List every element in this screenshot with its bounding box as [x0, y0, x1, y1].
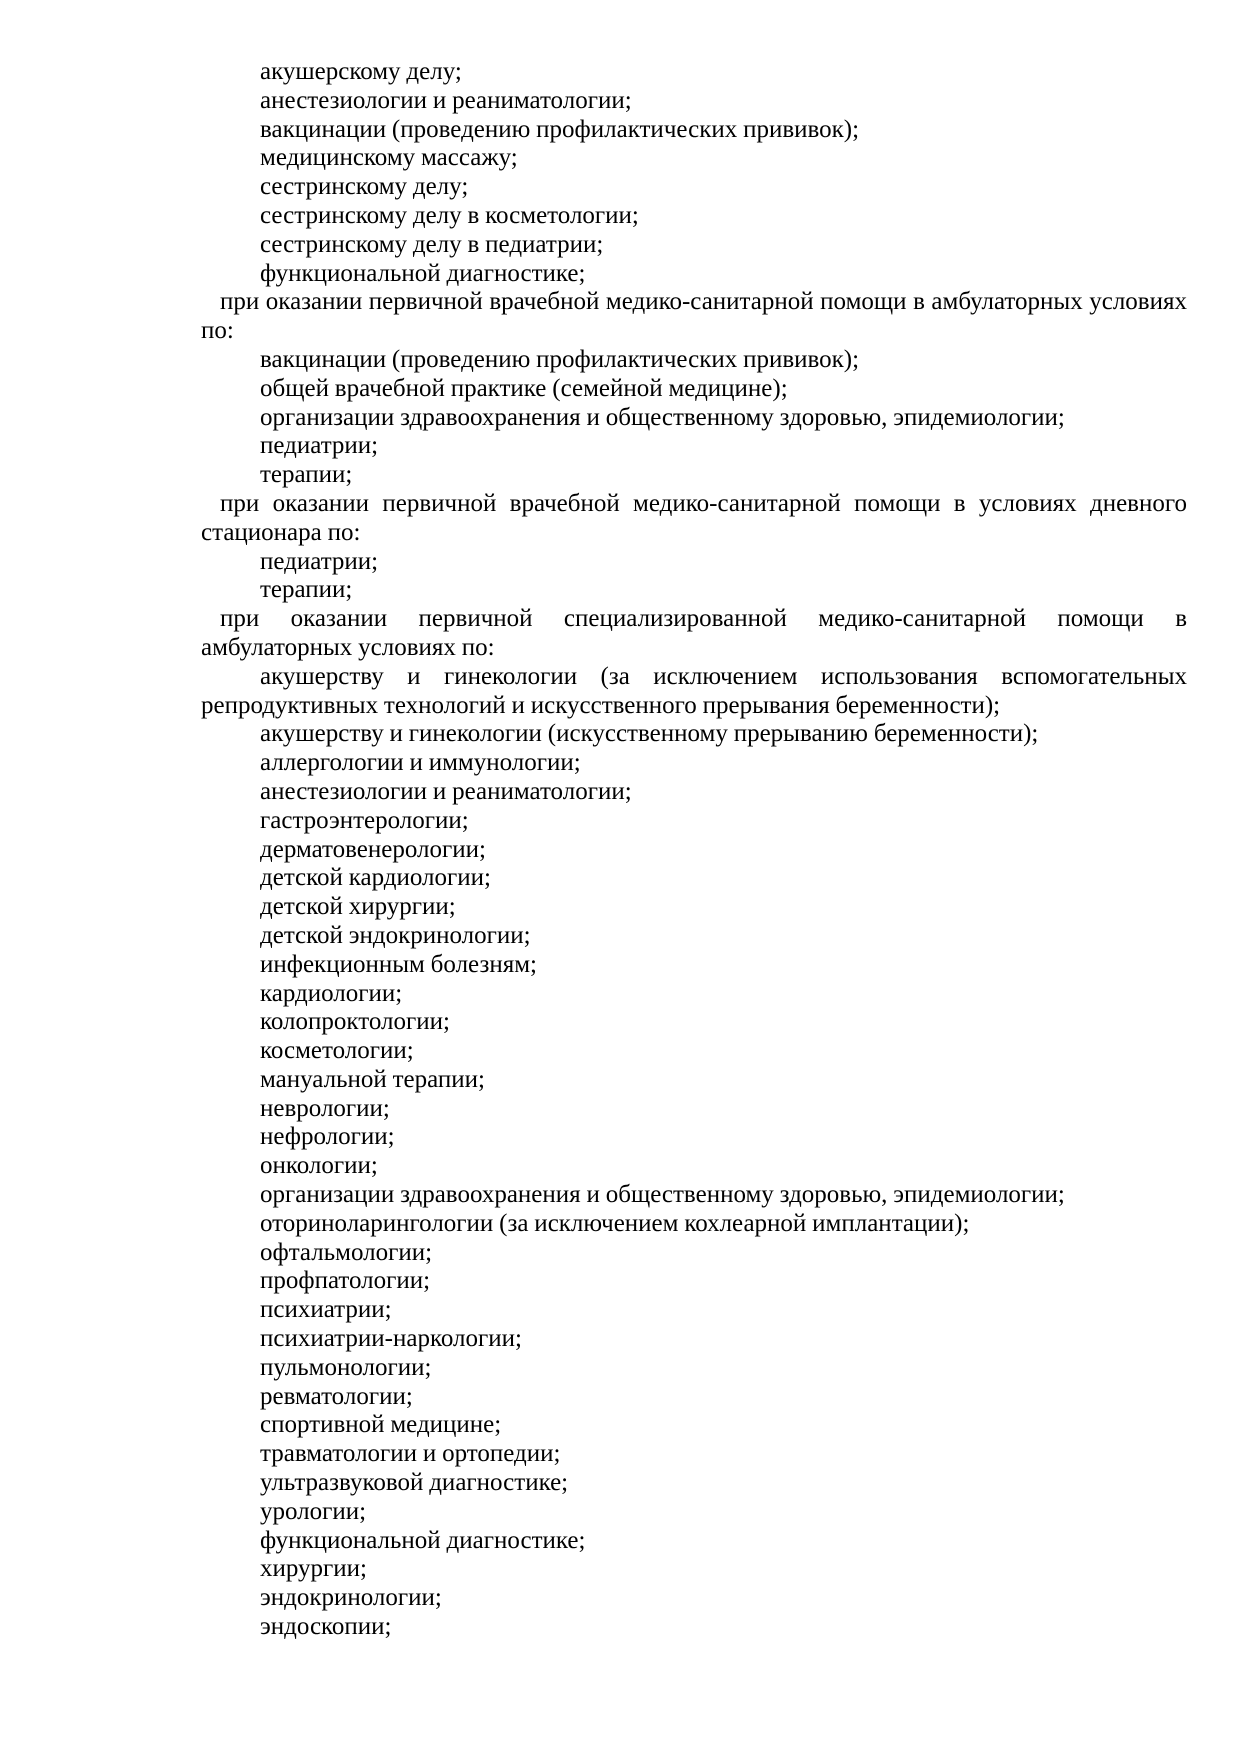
- list-item: организации здравоохранения и общественному здоровью, эпидемиологии;: [260, 403, 1065, 431]
- section-heading: при оказании первичной врачебной медико-санитарной помощи в амбулаторных условиях по:: [201, 288, 1187, 345]
- list-item: психиатрии-наркологии;: [260, 1325, 522, 1353]
- list-item: ультразвуковой диагностике;: [260, 1469, 569, 1497]
- list-item: неврологии;: [260, 1094, 390, 1122]
- list-item: медицинскому массажу;: [260, 144, 518, 172]
- section-heading: при оказании первичной врачебной медико-санитарной помощи в условиях дневного стационара по:: [201, 489, 1187, 546]
- list-item: педиатрии;: [260, 432, 379, 460]
- list-item: детской эндокринологии;: [260, 921, 531, 949]
- list-item: колопроктологии;: [260, 1008, 450, 1036]
- list-item: инфекционным болезням;: [260, 950, 537, 978]
- list-item: мануальной терапии;: [260, 1065, 485, 1093]
- list-item: спортивной медицине;: [260, 1411, 502, 1439]
- list-item: офтальмологии;: [260, 1238, 433, 1266]
- list-item: вакцинации (проведению профилактических прививок);: [260, 115, 860, 143]
- list-item: оториноларингологии (за исключением кохлеарной имплантации);: [260, 1209, 970, 1237]
- list-item: функциональной диагностике;: [260, 1526, 586, 1554]
- list-item: психиатрии;: [260, 1296, 392, 1324]
- list-item: терапии;: [260, 461, 353, 489]
- list-item: нефрологии;: [260, 1123, 395, 1151]
- list-item: пульмонологии;: [260, 1353, 432, 1381]
- list-item: хирургии;: [260, 1555, 368, 1583]
- list-item: эндоскопии;: [260, 1613, 392, 1641]
- list-item: урологии;: [260, 1497, 367, 1525]
- list-item: сестринскому делу;: [260, 173, 469, 201]
- list-item: педиатрии;: [260, 547, 379, 575]
- list-item: общей врачебной практике (семейной медицине);: [260, 374, 788, 402]
- list-item: эндокринологии;: [260, 1584, 442, 1612]
- list-item: кардиологии;: [260, 979, 403, 1007]
- list-item: сестринскому делу в косметологии;: [260, 201, 639, 229]
- list-item: косметологии;: [260, 1037, 414, 1065]
- section-heading: при оказании первичной специализированной медико-санитарной помощи в амбулаторных условиях по:: [201, 605, 1187, 661]
- list-item: детской кардиологии;: [260, 864, 491, 892]
- list-item: ревматологии;: [260, 1382, 413, 1410]
- list-item: гастроэнтерологии;: [260, 806, 469, 834]
- list-item: онкологии;: [260, 1152, 378, 1180]
- list-item: сестринскому делу в педиатрии;: [260, 230, 604, 258]
- list-item: аллергологии и иммунологии;: [260, 749, 581, 777]
- list-item: дерматовенерологии;: [260, 835, 486, 863]
- list-item: анестезиологии и реаниматологии;: [260, 777, 632, 805]
- list-item: акушерскому делу;: [260, 58, 462, 85]
- list-item: травматологии и ортопедии;: [260, 1440, 561, 1468]
- list-item: анестезиологии и реаниматологии;: [260, 86, 632, 114]
- list-item: функциональной диагностике;: [260, 259, 586, 287]
- list-item: организации здравоохранения и общественному здоровью, эпидемиологии;: [260, 1181, 1065, 1209]
- list-item: детской хирургии;: [260, 893, 456, 921]
- list-item: терапии;: [260, 576, 353, 604]
- list-item: профпатологии;: [260, 1267, 431, 1295]
- list-item: акушерству и гинекологии (за исключением использования вспомогательных репродуктивных технологий и искусственного прерывания беременности);: [201, 662, 1187, 719]
- list-item: вакцинации (проведению профилактических прививок);: [260, 345, 860, 373]
- list-item: акушерству и гинекологии (искусственному прерыванию беременности);: [260, 720, 1039, 748]
